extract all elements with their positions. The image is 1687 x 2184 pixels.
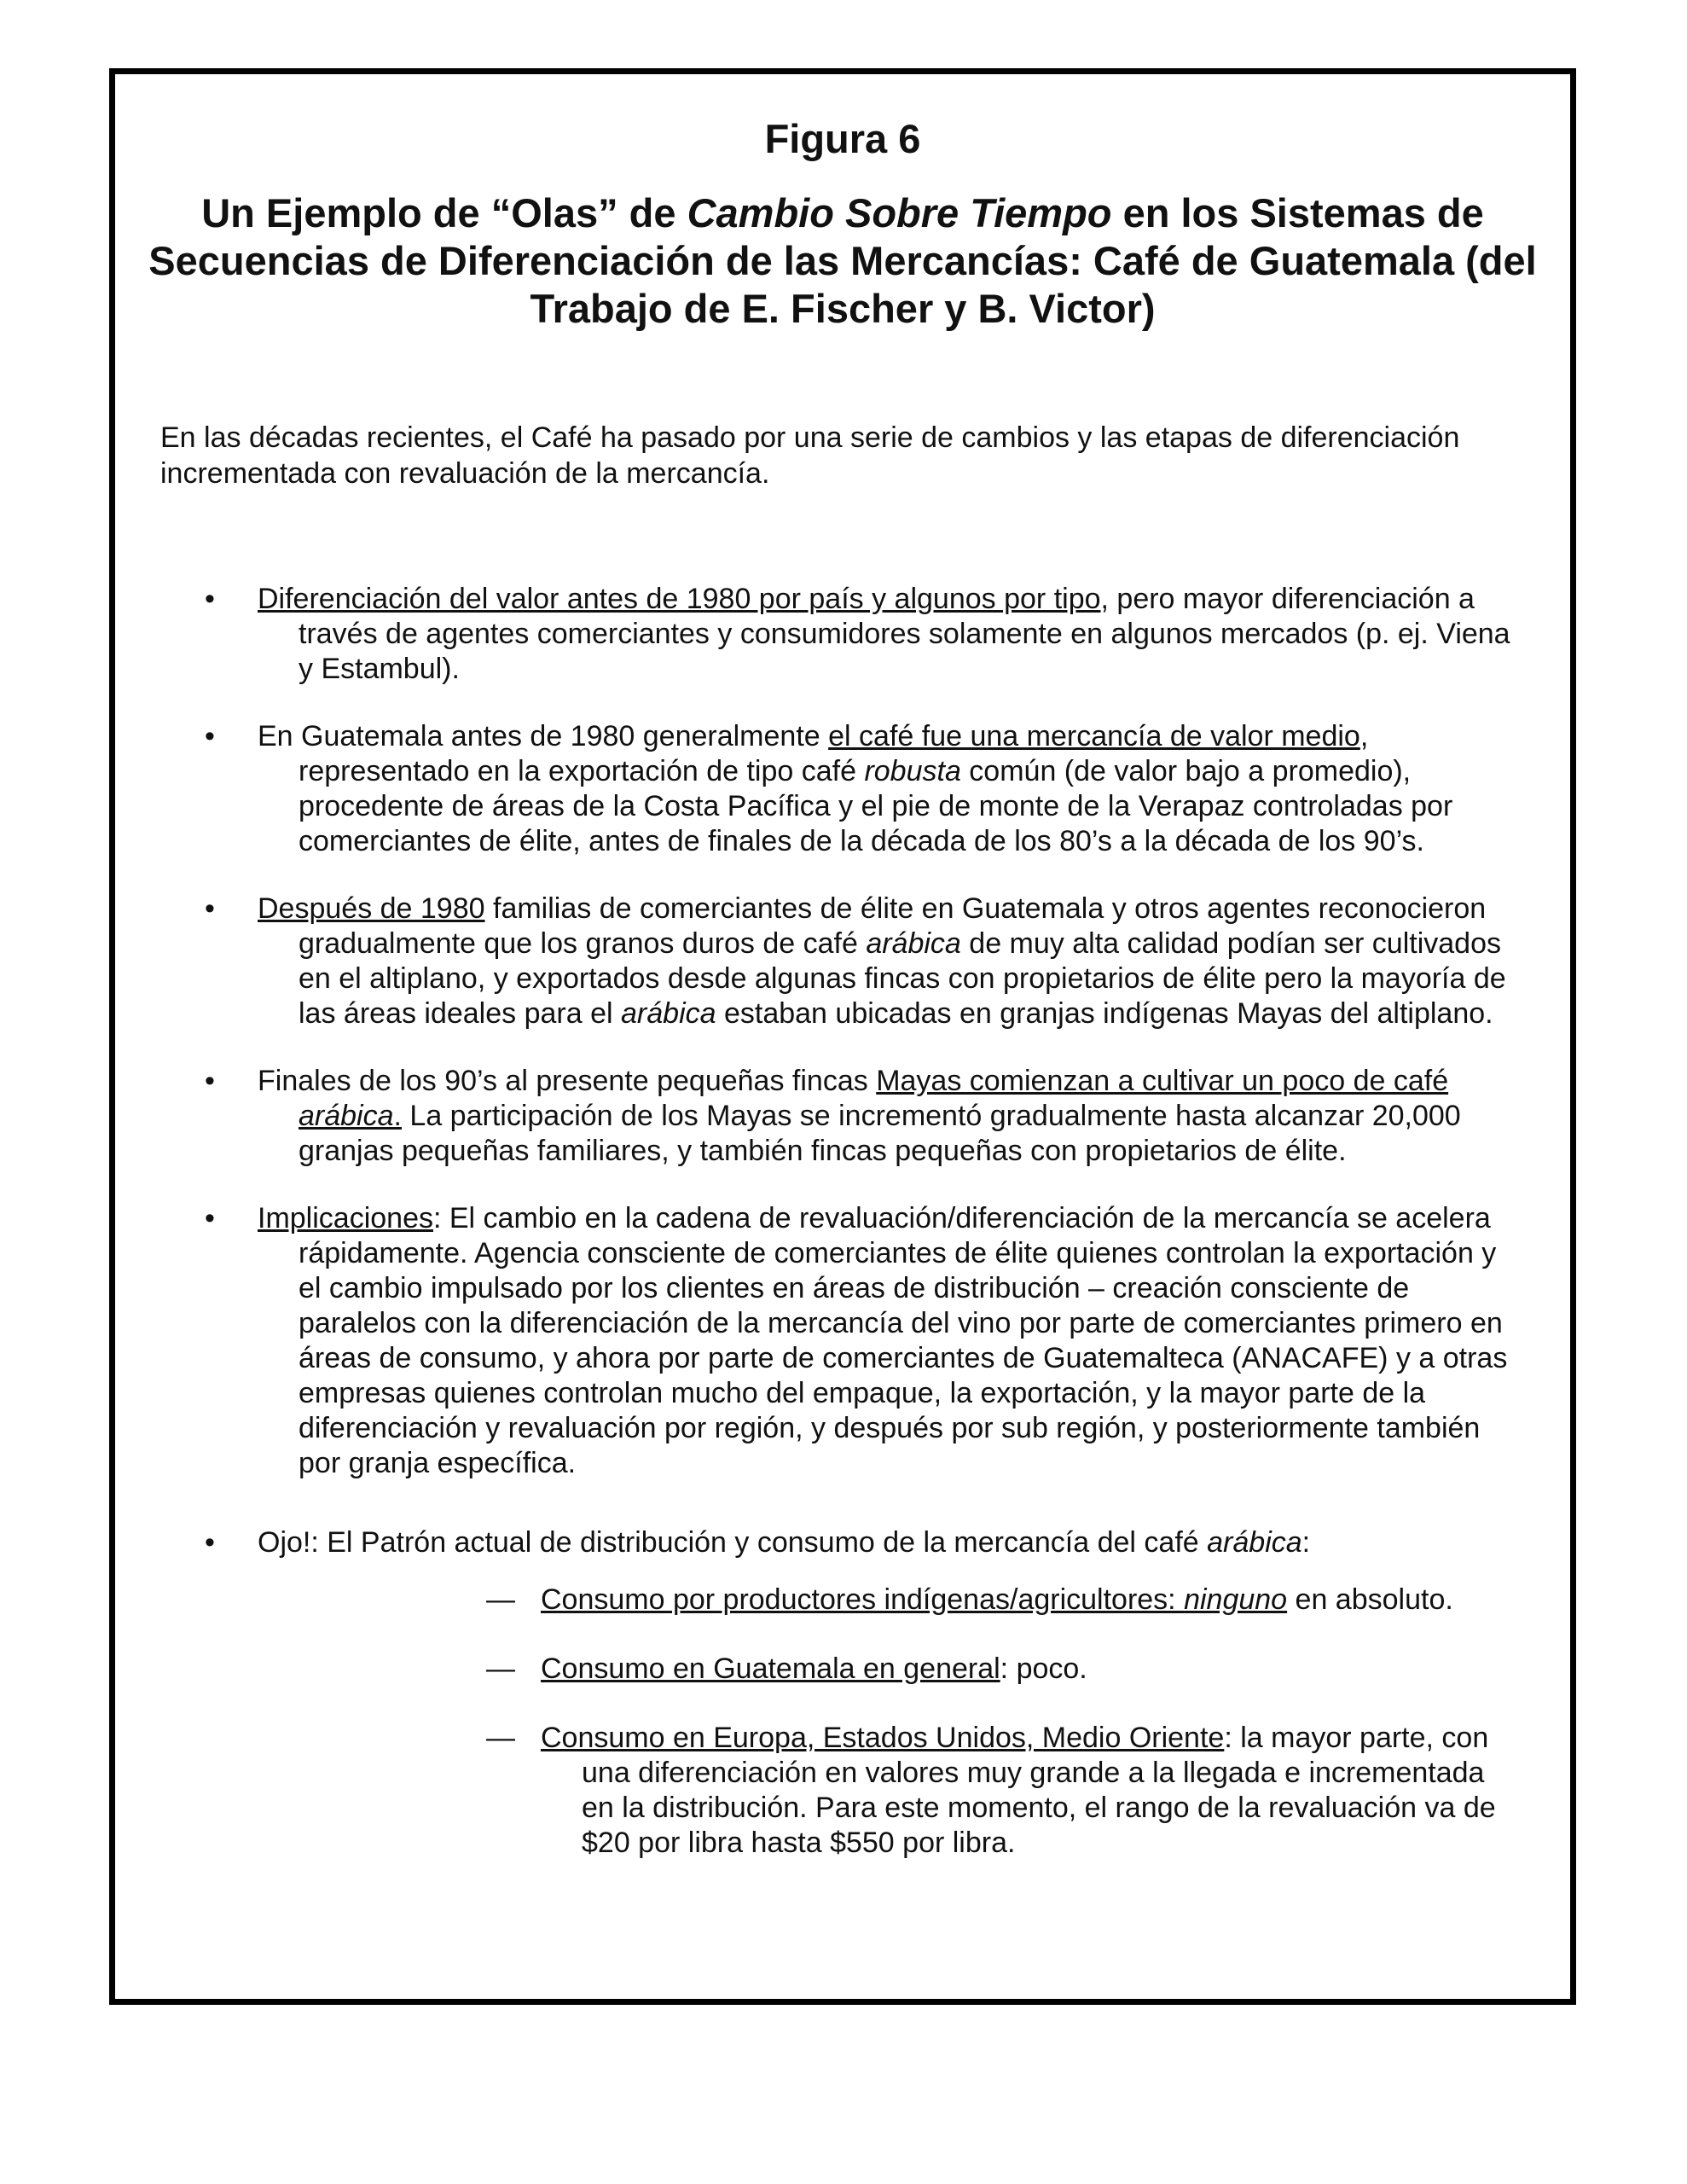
b1-text: , pero mayor diferenciación a través de agentes comerciantes y consumidores solamente en algunos mercados (p. ej. Viena y Estambul).: [299, 583, 1510, 685]
title-part-3: en los Sistemas de Secuencias de Diferenciación de las Mercancías: Café de Guatemala (del Trabajo de E. Fischer y B. Victor): [148, 190, 1537, 331]
b3-underlined: Después de 1980: [258, 892, 485, 925]
s1-text: en absoluto.: [1287, 1583, 1453, 1616]
figure-frame: [109, 68, 1576, 2005]
bullet-icon: •: [205, 1202, 215, 1234]
b4-underlined-1: Mayas comienzan a cultivar un poco de café: [876, 1065, 1449, 1097]
b2-text-2: , representado en la exportación de tipo café: [299, 720, 1369, 787]
b2-text-1: En Guatemala antes de 1980 generalmente: [258, 720, 829, 752]
s1-underlined: Consumo por productores indígenas/agricultores:: [541, 1583, 1185, 1616]
bullet-icon: •: [205, 1526, 215, 1559]
title-part-1: Un Ejemplo de “Olas” de: [201, 190, 687, 235]
figure-title: [115, 189, 1570, 333]
sub-item-guatemala-consumption: [299, 1652, 1519, 1687]
bullet-item-late-90s-maya: [115, 1064, 1519, 1169]
intro-paragraph: En las décadas recientes, el Café ha pasado por una serie de cambios y las etapas de diferenciación incrementada con revaluación de la mercancía.: [160, 421, 1460, 490]
bullet-icon: •: [205, 1065, 215, 1097]
b3-italic-1: arábica: [866, 927, 961, 960]
b3-text-3: estaban ubicadas en granjas indígenas Mayas del altiplano.: [716, 997, 1493, 1030]
b5-underlined: Implicaciones: [258, 1202, 433, 1234]
s2-underlined: Consumo en Guatemala en general: [541, 1653, 1000, 1685]
b3-italic-2: arábica: [621, 997, 716, 1030]
bullet-item-pre-1980-differentiation: [115, 582, 1519, 687]
dash-icon: —: [486, 1722, 515, 1754]
bullet-item-guatemala-pre-1980: [115, 719, 1519, 859]
consumption-sub-list: [299, 1583, 1519, 1861]
s3-underlined: Consumo en Europa, Estados Unidos, Medio Oriente: [541, 1722, 1225, 1754]
bullet-item-after-1980: [115, 892, 1519, 1031]
sub-item-indigenous-consumption: [299, 1583, 1519, 1618]
b2-text-3: común (de valor bajo a promedio), procedente de áreas de la Costa Pacífica y el pie de monte de la Verapaz controladas por comerciantes de élite, antes de finales de la década de los 80’s a la década de los 90’s.: [299, 755, 1453, 857]
b4-underlined-2: .: [393, 1100, 402, 1132]
s1-underlined-italic: ninguno: [1184, 1583, 1288, 1616]
b5-text: : El cambio en la cadena de revaluación/diferenciación de la mercancía se acelera rápidamente. Agencia consciente de comerciantes de élite quienes controlan la exportación y el cambio impulsado por los clientes en áreas de distribución – creación consciente de paralelos con la diferenciación de la mercancía del vino por parte de comerciantes primero en áreas de consumo, y ahora por parte de comerciantes de Guatemalteca (ANACAFE) y a otras empresas quienes controlan mucho del empaque, la exportación, y la mayor parte de la diferenciación y revaluación por región, y después por sub región, y posteriormente también por granja específica.: [299, 1202, 1508, 1479]
b2-underlined: el café fue una mercancía de valor medio: [828, 720, 1360, 752]
s2-text: : poco.: [1000, 1653, 1087, 1685]
dash-icon: —: [486, 1583, 515, 1616]
b3-text-2: de muy alta calidad podían ser cultivados en el altiplano, y exportados desde algunas fincas con propietarios de élite pero la mayoría de las áreas ideales para el: [299, 927, 1506, 1030]
bullet-icon: •: [205, 583, 215, 615]
dash-icon: —: [486, 1653, 515, 1685]
b2-italic: robusta: [864, 755, 961, 787]
b4-text-2: La participación de los Mayas se incrementó gradualmente hasta alcanzar 20,000 granjas pequeñas familiares, y también fincas pequeñas con propietarios de élite.: [299, 1100, 1461, 1167]
bullet-icon: •: [205, 720, 215, 752]
figure-label: Figura 6: [764, 116, 921, 161]
s3-text: : la mayor parte, con una diferenciación en valores muy grande a la llegada e incrementada en la distribución. Para este momento, el rango de la revaluación va de $20 por libra hasta $550 por libra.: [582, 1722, 1496, 1859]
sub-item-europe-us-consumption: [299, 1721, 1519, 1861]
b6-text-1: Ojo!: El Patrón actual de distribución y consumo de la mercancía del café: [258, 1526, 1208, 1559]
b6-italic: arábica: [1207, 1526, 1302, 1559]
title-italic-part: Cambio Sobre Tiempo: [687, 190, 1112, 235]
bullet-item-ojo: [115, 1525, 1519, 1861]
b6-text-2: :: [1301, 1526, 1311, 1559]
b4-underlined-italic: arábica: [299, 1100, 394, 1132]
bullet-item-implications: [115, 1201, 1519, 1481]
bullet-list: [115, 582, 1519, 1895]
b3-text-1: familias de comerciantes de élite en Guatemala y otros agentes reconocieron gradualmente que los granos duros de café: [299, 892, 1487, 960]
b4-text-1: Finales de los 90’s al presente pequeñas fincas: [258, 1065, 877, 1097]
b1-underlined: Diferenciación del valor antes de 1980 por país y algunos por tipo: [258, 583, 1101, 615]
bullet-icon: •: [205, 892, 215, 925]
